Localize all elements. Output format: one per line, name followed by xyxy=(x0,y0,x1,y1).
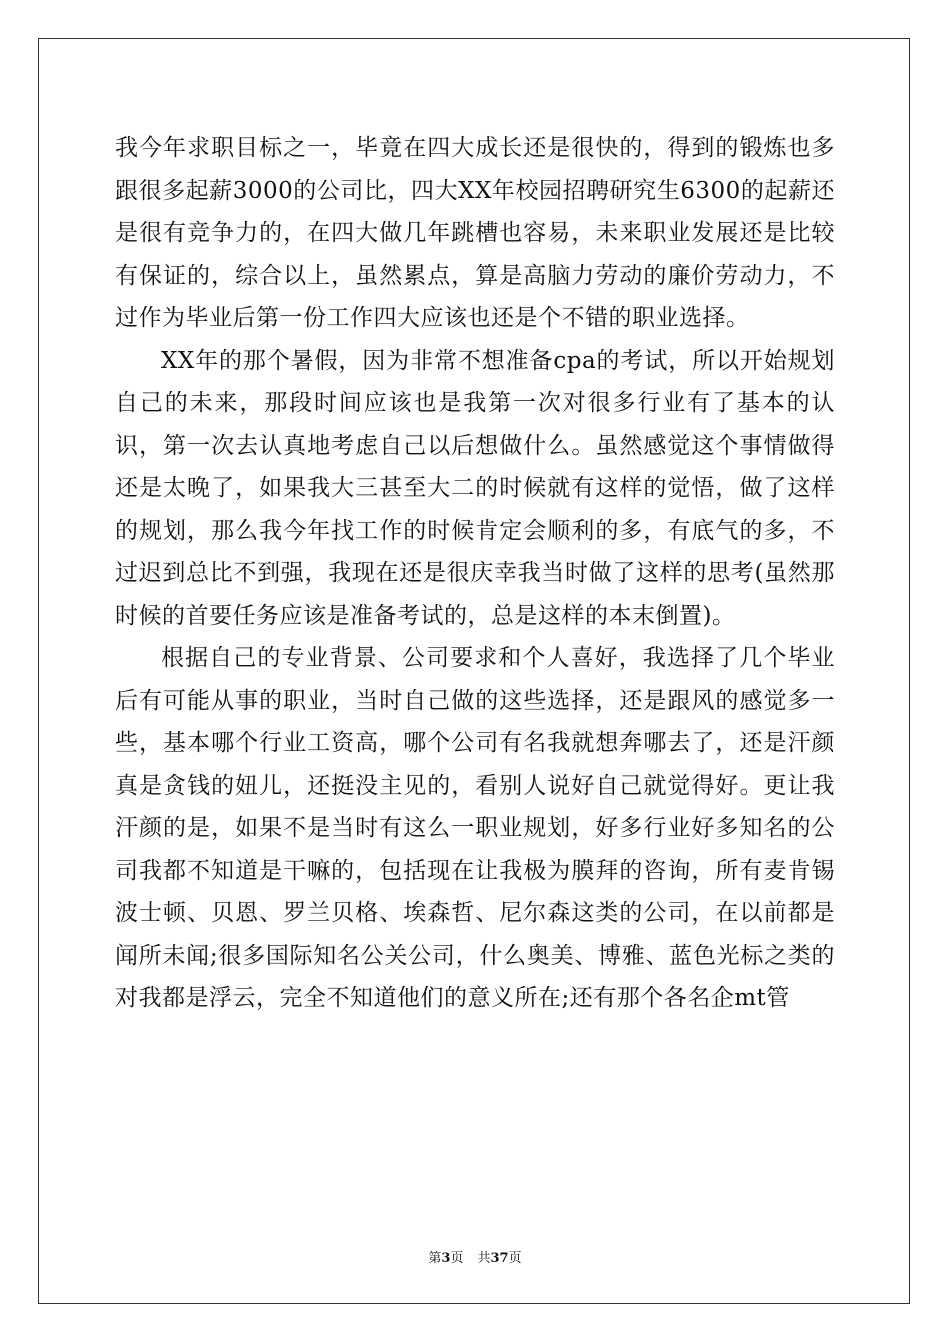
total-prefix: 共 xyxy=(477,1251,491,1266)
page-footer xyxy=(0,1247,950,1266)
total-suffix: 页 xyxy=(508,1251,522,1266)
paragraph-2: XX年的那个暑假，因为非常不想准备cpa的考试，所以开始规划自己的未来，那段时间应该也是我第一次对很多行业有了基本的认识，第一次去认真地考虑自己以后想做什么。虽然感觉这个事情做得还是太晚了，如果我大三甚至大二的时候就有这样的觉悟，做了这样的规划，那么我今年找工作的时候肯定会顺利的多，有底气的多，不过迟到总比不到强，我现在还是很庆幸我当时做了这样的思考(虽然那时候的首要任务应该是准备考试的，总是这样的本末倒置)。 xyxy=(115,347,835,629)
page-suffix: 页 xyxy=(450,1251,464,1266)
total-pages: 37 xyxy=(490,1251,509,1266)
paragraph-3: 根据自己的专业背景、公司要求和个人喜好，我选择了几个毕业后有可能从事的职业，当时自己做的这些选择，还是跟风的感觉多一些，基本哪个行业工资高，哪个公司有名我就想奔哪去了，还是汗颜真是贪钱的妞儿，还挺没主见的，看别人说好自己就觉得好。更让我汗颜的是，如果不是当时有这么一职业规划，好多行业好多知名的公司我都不知道是干嘛的，包括现在让我极为膜拜的咨询，所有麦肯锡波士顿、贝恩、罗兰贝格、埃森哲、尼尔森这类的公司，在以前都是闻所未闻;很多国际知名公关公司，什么奥美、博雅、蓝色光标之类的对我都是浮云，完全不知道他们的意义所在;还有那个各名企mt管 xyxy=(115,645,835,1011)
page-number: 3 xyxy=(441,1251,451,1266)
document-body xyxy=(115,127,835,1020)
paragraph-1: 我今年求职目标之一，毕竟在四大成长还是很快的，得到的锻炼也多跟很多起薪3000的公司比，四大XX年校园招聘研究生6300的起薪还是很有竞争力的，在四大做几年跳槽也容易，未来职业发展还是比较有保证的，综合以上，虽然累点，算是高脑力劳动的廉价劳动力，不过作为毕业后第一份工作四大应该也还是个不错的职业选择。 xyxy=(115,135,835,331)
page-prefix: 第 xyxy=(428,1251,442,1266)
